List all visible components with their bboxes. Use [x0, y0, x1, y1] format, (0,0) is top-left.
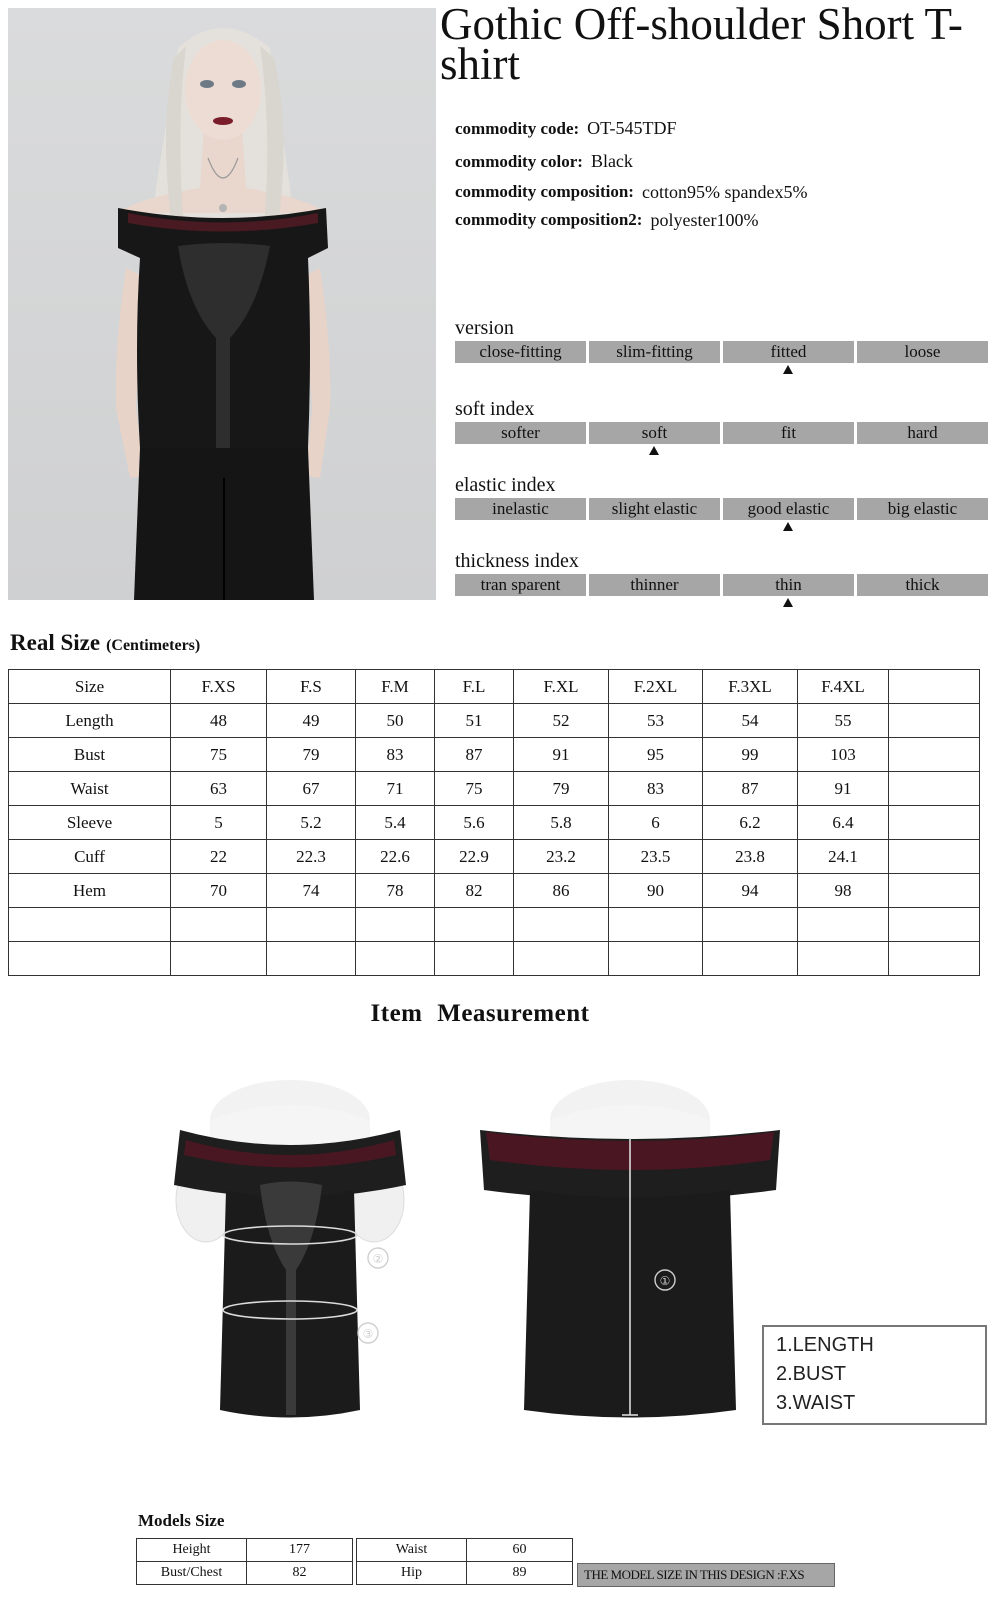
- table-cell: [435, 908, 514, 942]
- table-cell: [171, 908, 267, 942]
- table-cell: 103: [798, 738, 889, 772]
- table-cell: 75: [435, 772, 514, 806]
- spec-row-color: [455, 145, 807, 178]
- table-cell: 22.3: [267, 840, 356, 874]
- spec-label: commodity composition:: [455, 182, 634, 201]
- spec-list: [455, 112, 807, 234]
- models-size-table-left: [136, 1538, 353, 1585]
- index-option: loose: [857, 341, 988, 363]
- table-row: [9, 874, 980, 908]
- column-header: F.L: [435, 670, 514, 704]
- index-bar: [455, 341, 988, 363]
- table-cell: Waist: [357, 1539, 467, 1562]
- table-cell: 53: [609, 704, 703, 738]
- index-title: version: [455, 317, 514, 339]
- table-row: [9, 908, 980, 942]
- table-cell: [889, 704, 980, 738]
- column-header: [889, 670, 980, 704]
- table-row: [9, 772, 980, 806]
- index-option: fitted: [723, 341, 854, 363]
- table-row: [9, 704, 980, 738]
- index-option: hard: [857, 422, 988, 444]
- table-cell: [435, 942, 514, 976]
- row-label: [9, 942, 171, 976]
- column-header: Size: [9, 670, 171, 704]
- table-cell: 24.1: [798, 840, 889, 874]
- index-option: thinner: [589, 574, 720, 596]
- table-cell: 5.8: [514, 806, 609, 840]
- column-header: F.3XL: [703, 670, 798, 704]
- marker-bust: ②: [372, 1252, 384, 1266]
- index-title: thickness index: [455, 550, 579, 572]
- table-header-row: [9, 670, 980, 704]
- table-cell: [889, 806, 980, 840]
- table-cell: 177: [247, 1539, 353, 1562]
- column-header: F.4XL: [798, 670, 889, 704]
- index-option: inelastic: [455, 498, 586, 520]
- table-cell: [889, 908, 980, 942]
- table-cell: 51: [435, 704, 514, 738]
- index-option: thick: [857, 574, 988, 596]
- table-cell: 95: [609, 738, 703, 772]
- table-row: [137, 1539, 353, 1562]
- table-cell: 52: [514, 704, 609, 738]
- table-cell: Hip: [357, 1562, 467, 1585]
- table-cell: 83: [356, 738, 435, 772]
- models-size-title: Models Size: [138, 1511, 225, 1530]
- table-cell: Bust/Chest: [137, 1562, 247, 1585]
- size-table: [8, 669, 980, 976]
- table-cell: [514, 942, 609, 976]
- elastic-index: [455, 472, 988, 534]
- table-cell: 98: [798, 874, 889, 908]
- table-cell: 50: [356, 704, 435, 738]
- table-cell: 71: [356, 772, 435, 806]
- column-header: F.M: [356, 670, 435, 704]
- column-header: F.XL: [514, 670, 609, 704]
- table-cell: 49: [267, 704, 356, 738]
- table-cell: 22.6: [356, 840, 435, 874]
- table-cell: 5: [171, 806, 267, 840]
- index-option: slim-fitting: [589, 341, 720, 363]
- item-measurement-title: Item Measurement: [370, 1000, 590, 1027]
- index-marker: [455, 520, 988, 534]
- table-cell: 22.9: [435, 840, 514, 874]
- triangle-marker-icon: [783, 365, 793, 374]
- table-cell: [889, 942, 980, 976]
- column-header: F.2XL: [609, 670, 703, 704]
- spec-value: cotton95% spandex5%: [641, 181, 808, 202]
- table-cell: [889, 874, 980, 908]
- table-cell: 23.8: [703, 840, 798, 874]
- triangle-marker-icon: [783, 598, 793, 607]
- table-cell: 82: [435, 874, 514, 908]
- row-label: Cuff: [9, 840, 171, 874]
- triangle-marker-icon: [783, 522, 793, 531]
- row-label: Waist: [9, 772, 171, 806]
- index-marker: [455, 363, 988, 377]
- model-photo: [8, 8, 436, 600]
- marker-length: ①: [659, 1274, 671, 1288]
- table-cell: [798, 908, 889, 942]
- table-cell: 60: [467, 1539, 573, 1562]
- table-cell: 78: [356, 874, 435, 908]
- table-cell: [889, 772, 980, 806]
- real-size-unit: (Centimeters): [106, 637, 201, 654]
- table-cell: [267, 908, 356, 942]
- table-cell: 87: [703, 772, 798, 806]
- spec-label: commodity code:: [455, 118, 580, 138]
- table-cell: 6: [609, 806, 703, 840]
- table-cell: 63: [171, 772, 267, 806]
- legend-item: 3.WAIST: [776, 1392, 856, 1414]
- row-label: [9, 908, 171, 942]
- triangle-marker-icon: [649, 446, 659, 455]
- table-cell: 90: [609, 874, 703, 908]
- table-cell: 22: [171, 840, 267, 874]
- row-label: Bust: [9, 738, 171, 772]
- table-cell: 55: [798, 704, 889, 738]
- row-label: Hem: [9, 874, 171, 908]
- table-cell: 6.4: [798, 806, 889, 840]
- table-cell: 91: [514, 738, 609, 772]
- table-cell: [889, 738, 980, 772]
- row-label: Length: [9, 704, 171, 738]
- spec-row-composition: [455, 178, 807, 206]
- column-header: F.S: [267, 670, 356, 704]
- table-cell: 70: [171, 874, 267, 908]
- table-cell: 91: [798, 772, 889, 806]
- index-bar: [455, 422, 988, 444]
- table-cell: [514, 908, 609, 942]
- spec-value: OT-545TDF: [587, 118, 677, 138]
- spec-value: Black: [590, 151, 633, 171]
- index-option: close-fitting: [455, 341, 586, 363]
- spec-label: commodity color:: [455, 151, 583, 171]
- index-bar: [455, 498, 988, 520]
- table-cell: [889, 840, 980, 874]
- table-cell: 75: [171, 738, 267, 772]
- table-row: [357, 1539, 573, 1562]
- table-cell: 5.6: [435, 806, 514, 840]
- table-cell: 23.5: [609, 840, 703, 874]
- table-cell: 79: [514, 772, 609, 806]
- table-row: [9, 942, 980, 976]
- garment-front: [174, 1080, 406, 1418]
- garment-back: [480, 1080, 780, 1418]
- table-cell: 83: [609, 772, 703, 806]
- table-cell: 48: [171, 704, 267, 738]
- table-cell: [703, 908, 798, 942]
- model-size-note: THE MODEL SIZE IN THIS DESIGN :F.XS: [577, 1563, 835, 1587]
- table-cell: [798, 942, 889, 976]
- index-marker: [455, 444, 988, 458]
- table-cell: [703, 942, 798, 976]
- index-title: elastic index: [455, 474, 556, 496]
- real-size-heading: Real Size: [10, 630, 101, 655]
- column-header: F.XS: [171, 670, 267, 704]
- index-option: soft: [589, 422, 720, 444]
- table-cell: 94: [703, 874, 798, 908]
- index-option: fit: [723, 422, 854, 444]
- thickness-index: [455, 548, 988, 610]
- table-row: [137, 1562, 353, 1585]
- soft-index: [455, 396, 988, 458]
- index-option: good elastic: [723, 498, 854, 520]
- table-cell: [356, 908, 435, 942]
- table-cell: 87: [435, 738, 514, 772]
- index-bar: [455, 574, 988, 596]
- table-cell: 74: [267, 874, 356, 908]
- spec-label: commodity composition2:: [455, 210, 643, 229]
- table-cell: [267, 942, 356, 976]
- table-row: [9, 840, 980, 874]
- table-cell: 99: [703, 738, 798, 772]
- table-cell: 23.2: [514, 840, 609, 874]
- table-cell: 82: [247, 1562, 353, 1585]
- table-cell: [356, 942, 435, 976]
- table-cell: 89: [467, 1562, 573, 1585]
- table-cell: 67: [267, 772, 356, 806]
- index-option: thin: [723, 574, 854, 596]
- legend-item: 1.LENGTH: [776, 1334, 874, 1356]
- table-cell: 79: [267, 738, 356, 772]
- marker-waist: ③: [362, 1327, 374, 1341]
- table-row: [9, 806, 980, 840]
- index-option: tran sparent: [455, 574, 586, 596]
- models-size-table-right: [356, 1538, 573, 1585]
- index-option: softer: [455, 422, 586, 444]
- real-size-title: [10, 630, 200, 656]
- table-cell: 5.4: [356, 806, 435, 840]
- table-row: [9, 738, 980, 772]
- row-label: Sleeve: [9, 806, 171, 840]
- table-cell: Height: [137, 1539, 247, 1562]
- spec-value: polyester100%: [650, 209, 759, 230]
- index-title: soft index: [455, 398, 535, 420]
- table-cell: [609, 908, 703, 942]
- table-cell: 5.2: [267, 806, 356, 840]
- table-cell: [171, 942, 267, 976]
- spec-row-code: [455, 112, 807, 145]
- legend-item: 2.BUST: [776, 1363, 847, 1385]
- version-index: [455, 315, 988, 377]
- product-title: Gothic Off-shoulder Short T-shirt: [440, 0, 963, 89]
- table-cell: 54: [703, 704, 798, 738]
- index-option: big elastic: [857, 498, 988, 520]
- table-cell: 6.2: [703, 806, 798, 840]
- table-row: [357, 1562, 573, 1585]
- table-cell: [609, 942, 703, 976]
- index-marker: [455, 596, 988, 610]
- table-cell: 86: [514, 874, 609, 908]
- garment-diagram: [150, 1080, 800, 1440]
- measurement-legend: [762, 1325, 987, 1425]
- spec-row-composition2: [455, 206, 807, 234]
- index-option: slight elastic: [589, 498, 720, 520]
